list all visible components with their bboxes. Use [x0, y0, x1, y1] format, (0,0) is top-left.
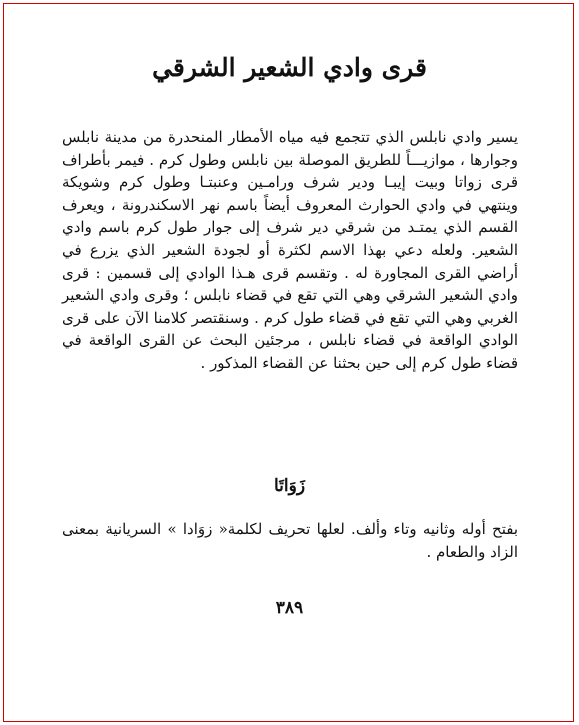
page-title: قرى وادي الشعير الشرقي	[152, 53, 427, 82]
body-paragraph: يسير وادي نابلس الذي تتجمع فيه مياه الأمطار المنحدرة من مدينة نابلس وجوارها ، موازيـــاً للطريق الموصلة بين نابلس وطول كرم . فيمر بأطراف قرى زواتا وبيت إيبـا ودير شرف ورامـين وعنبتـا وطول كرم وشويكة وينتهي في وادي الحوارث المعروف أيضاً باسم نهر الاسكندرونة ، ويعرف القسم الذي يمتـد من شرقي دير شرف إلى جوار طول كرم باسم وادي الشعير. ولعله دعي بهذا الاسم لكثرة أو لجودة الشعير الذي يزرع في أراضي القرى المجاورة له . وتقسم قرى هـذا الوادي إلى قسمين : قرى وادي الشعير الشرقي وهي التي تقع في قضاء نابلس ؛ وقرى وادي الشعير الغربي وهي التي تقع في قضاء طول كرم . وسنقتصر كلامنا الآن على قرى الوادي الواقعة في قضاء نابلس ، مرجئين البحث عن القرى الواقعة في قضاء طول كرم إلى حين بحثنا عن القضاء المذكور .	[62, 128, 518, 372]
section-heading: زَوَاتَا	[273, 476, 306, 496]
page-number: ٣٨٩	[275, 598, 304, 618]
section-paragraph: بفتح أوله وثانيه وتاء وألف. لعلها تحريف لكلمة« زوَادا » السريانية بمعنى الزاد والطعام .	[62, 520, 518, 561]
